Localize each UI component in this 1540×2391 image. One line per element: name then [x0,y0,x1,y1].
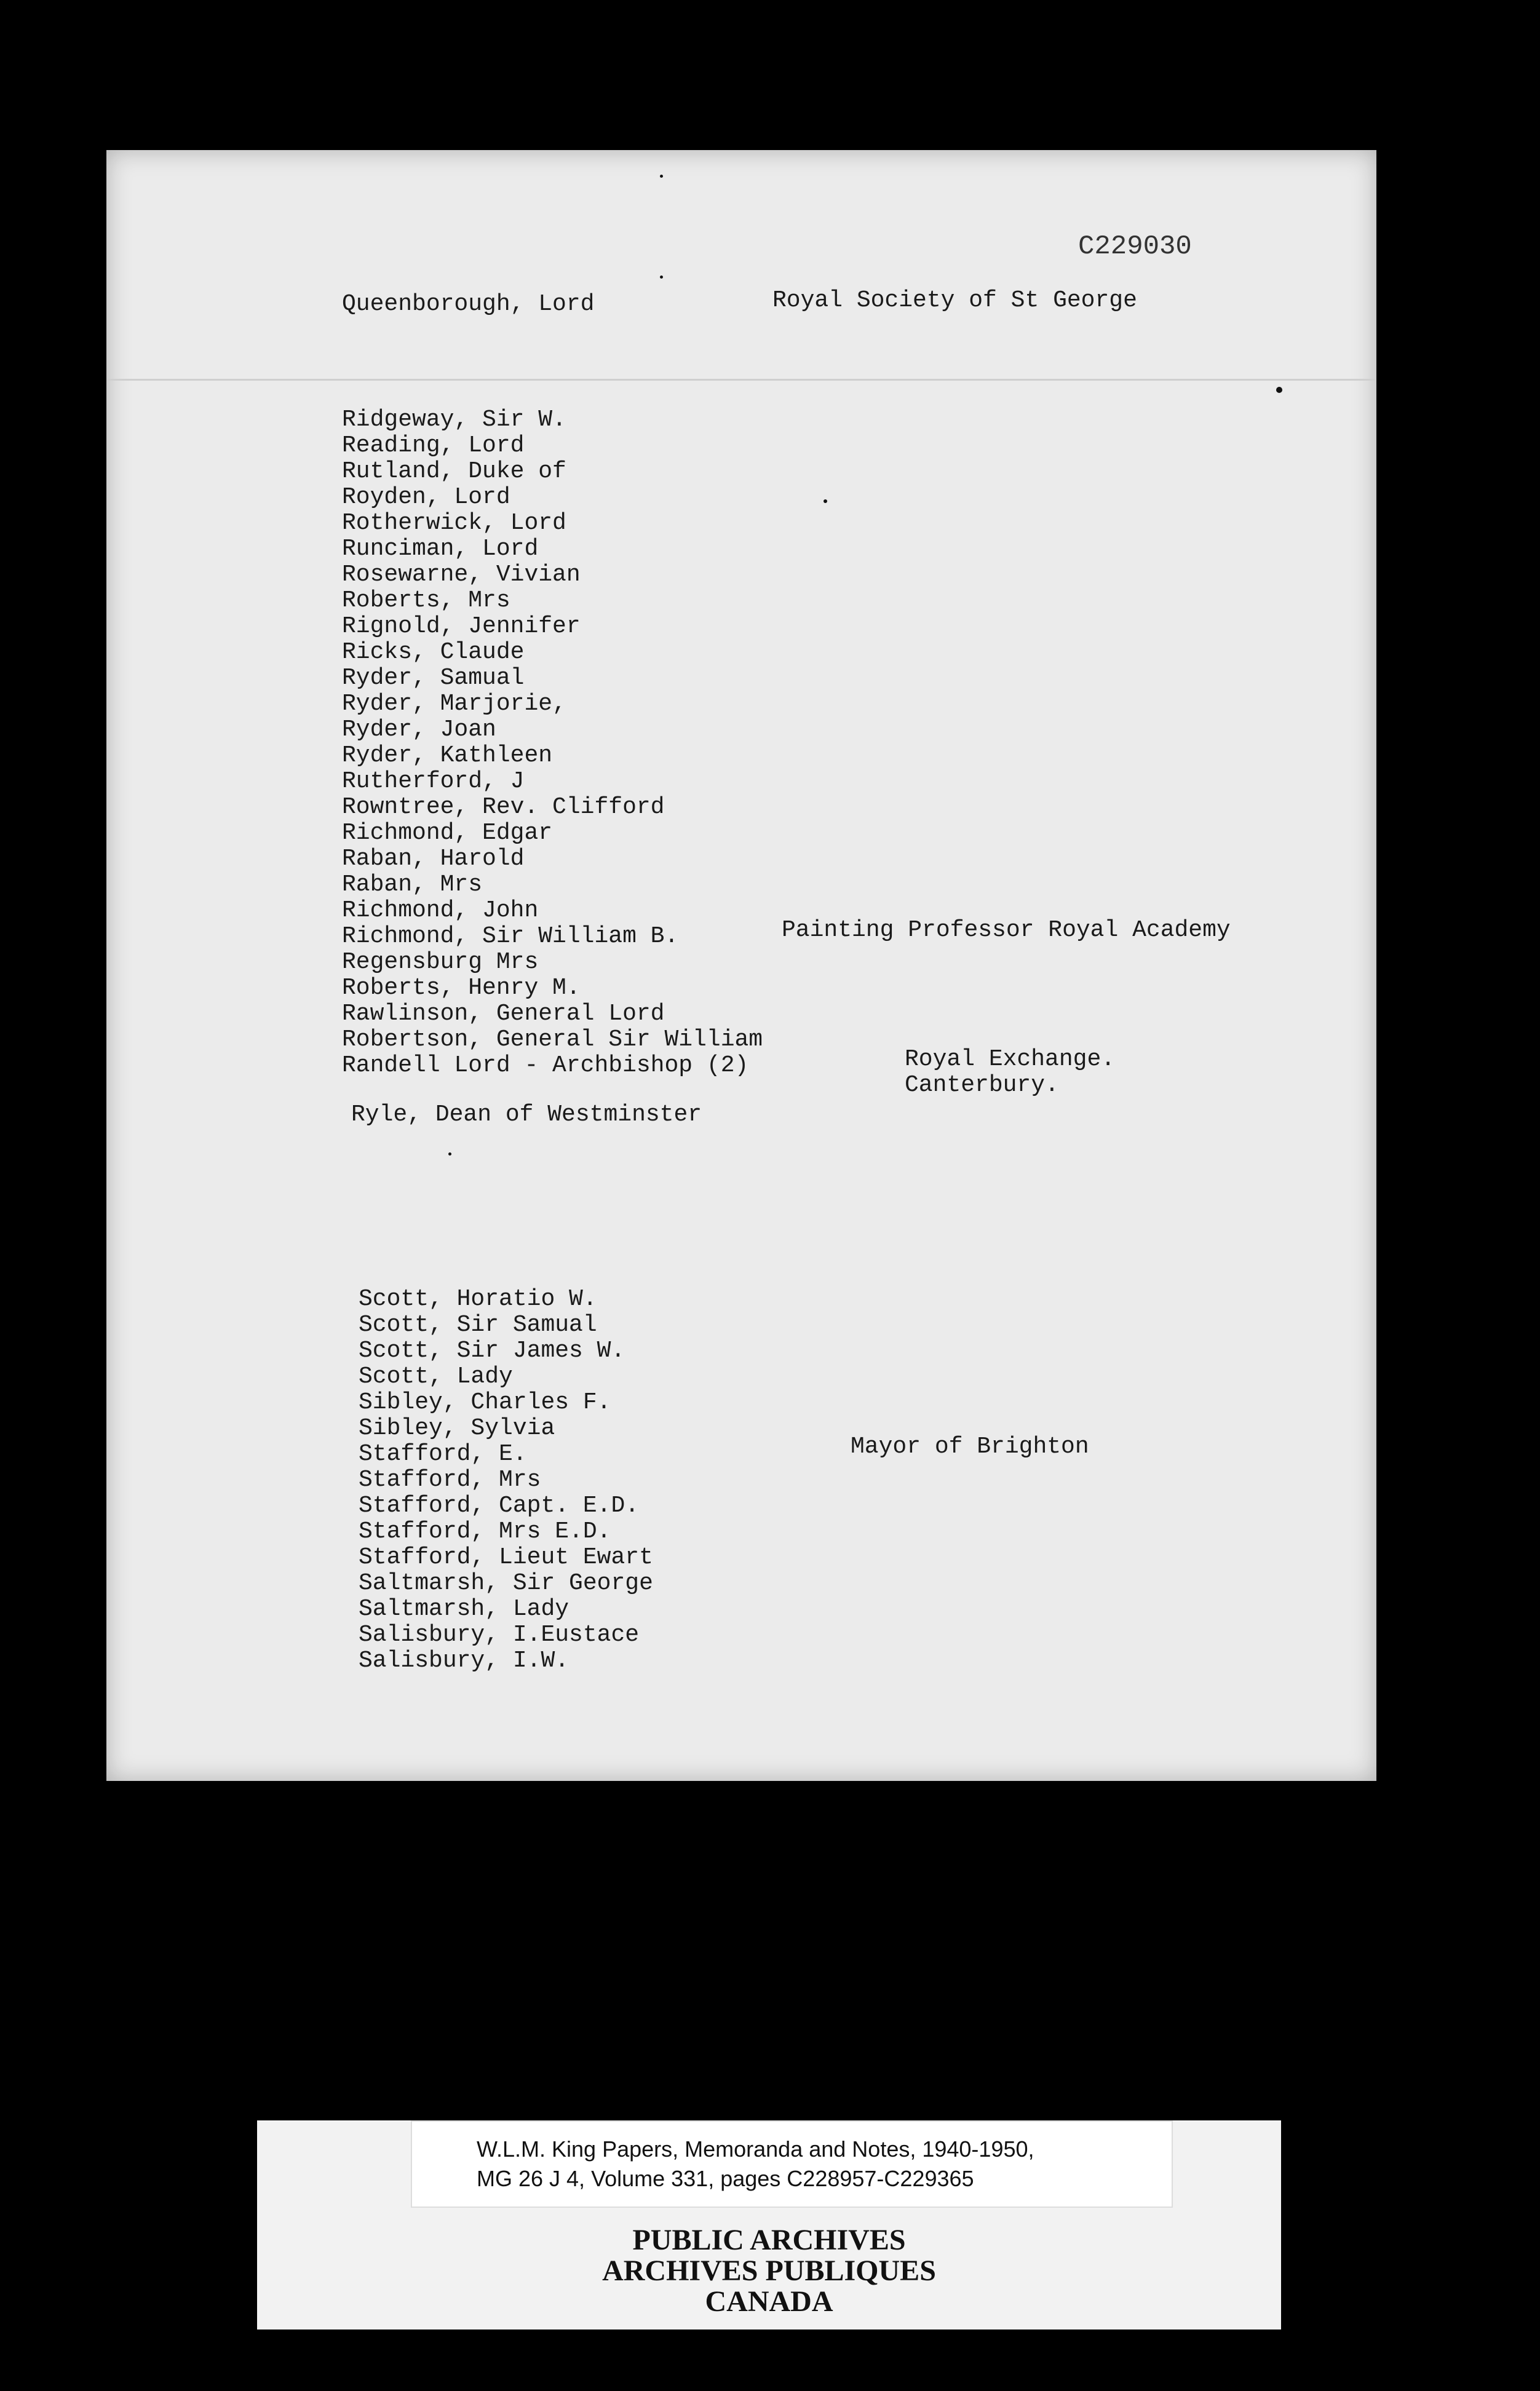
archives-country: CANADA [705,2285,833,2318]
list-item: Rosewarne, Vivian [342,561,581,588]
list-item: Rawlinson, General Lord [342,1001,665,1027]
list-item: Scott, Sir Samual [359,1312,597,1338]
archives-title-fr: ARCHIVES PUBLIQUES [602,2254,936,2287]
collection-caption [411,2120,1173,2208]
stafford-annotation: Mayor of Brighton [851,1433,1089,1460]
reference-number: C229030 [1078,231,1192,262]
list-item: Richmond, Sir William B. [342,923,679,950]
list-item: Stafford, Capt. E.D. [359,1493,640,1519]
randell-annotation-2: Canterbury. [905,1072,1059,1098]
randell-annotation-1: Royal Exchange. [905,1046,1116,1073]
list-item: Rutland, Duke of [342,458,566,485]
list-item: Sibley, Charles F. [359,1389,611,1416]
list-item: Salisbury, I.W. [359,1648,570,1674]
header-name: Queenborough, Lord [342,291,595,317]
r-names-list [342,407,763,1079]
ink-speck [1276,387,1282,393]
list-item: Ryder, Kathleen [342,742,553,769]
list-item: Stafford, Mrs E.D. [359,1518,611,1545]
list-item: Saltmarsh, Sir George [359,1570,653,1596]
list-item: Stafford, Lieut Ewart [359,1544,653,1571]
ink-speck [448,1152,451,1156]
list-item: Regensburg Mrs [342,949,539,975]
list-item: Ryder, Samual [342,665,525,691]
archive-label [257,2120,1281,2330]
typed-page [106,150,1376,1781]
list-item: Raban, Harold [342,846,525,872]
list-item: Randell Lord - Archbishop (2) [342,1052,749,1079]
ink-speck [824,499,827,503]
list-item: Salisbury, I.Eustace [359,1622,640,1648]
richmond-annotation: Painting Professor Royal Academy [782,917,1231,943]
header-note: Royal Society of St George [772,287,1137,314]
list-item: Scott, Sir James W. [359,1338,625,1364]
list-item: Richmond, Edgar [342,820,553,846]
ryle-entry: Ryle, Dean of Westminster [351,1101,702,1128]
list-item: Roberts, Henry M. [342,975,581,1001]
list-item: Raban, Mrs [342,871,483,898]
list-item: Robertson, General Sir William [342,1026,763,1053]
list-item: Rotherwick, Lord [342,510,566,536]
list-item: Scott, Horatio W. [359,1286,597,1312]
list-item: Ryder, Marjorie, [342,691,566,717]
page-fold-line [106,379,1376,381]
caption-line-1: W.L.M. King Papers, Memoranda and Notes, 1940-1950, [477,2136,1034,2162]
list-item: Runciman, Lord [342,536,539,562]
list-item: Rignold, Jennifer [342,613,581,640]
list-item: Rowntree, Rev. Clifford [342,794,665,820]
list-item: Saltmarsh, Lady [359,1596,570,1622]
list-item: Reading, Lord [342,432,525,459]
list-item: Royden, Lord [342,484,510,510]
ink-speck [660,276,663,279]
list-item: Ryder, Joan [342,716,496,743]
list-item: Richmond, John [342,897,539,924]
list-item: Stafford, E. [359,1441,527,1467]
s-names-list [359,1287,653,1674]
caption-line-2: MG 26 J 4, Volume 331, pages C228957-C229365 [477,2166,974,2191]
list-item: Rutherford, J [342,768,525,795]
archives-title-en: PUBLIC ARCHIVES [632,2224,906,2256]
ink-speck [660,175,663,178]
list-item: Ridgeway, Sir W. [342,406,566,433]
list-item: Roberts, Mrs [342,587,510,614]
list-item: Ricks, Claude [342,639,525,665]
list-item: Sibley, Sylvia [359,1415,555,1441]
list-item: Scott, Lady [359,1363,513,1390]
list-item: Stafford, Mrs [359,1467,541,1493]
